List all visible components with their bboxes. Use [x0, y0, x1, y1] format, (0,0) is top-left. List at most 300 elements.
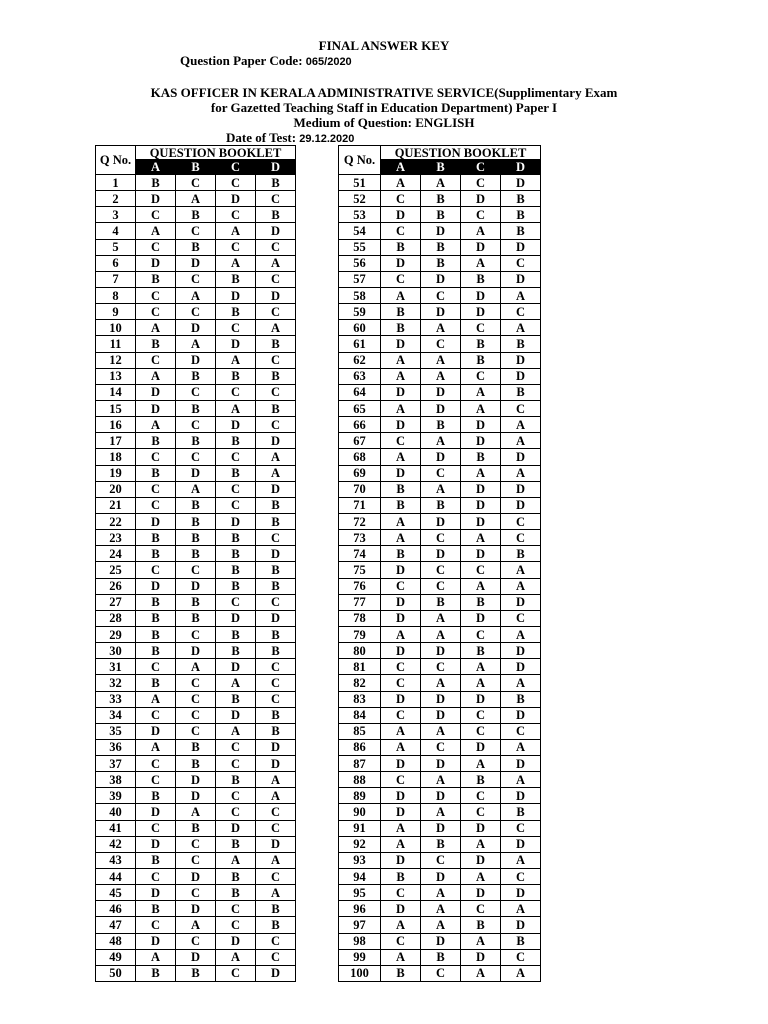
answer-series-c: A: [461, 836, 501, 852]
answer-series-b: C: [176, 271, 216, 287]
question-number: 31: [96, 659, 136, 675]
answer-row: [96, 852, 296, 868]
answer-series-a: A: [381, 530, 421, 546]
answer-series-d: B: [256, 917, 296, 933]
question-number: 8: [96, 287, 136, 303]
answer-series-b: C: [176, 223, 216, 239]
answer-series-d: A: [256, 788, 296, 804]
answer-row: [96, 578, 296, 594]
answer-series-d: D: [501, 707, 541, 723]
answer-row: [96, 530, 296, 546]
answer-series-b: C: [421, 659, 461, 675]
question-number: 54: [339, 223, 381, 239]
answer-row: [96, 610, 296, 626]
question-number: 7: [96, 271, 136, 287]
answer-series-d: C: [501, 723, 541, 739]
answer-series-a: B: [381, 304, 421, 320]
answer-series-b: A: [421, 675, 461, 691]
answer-series-c: C: [461, 788, 501, 804]
answer-series-d: C: [256, 659, 296, 675]
answer-series-a: C: [381, 659, 421, 675]
answer-series-d: B: [501, 207, 541, 223]
answer-series-c: D: [216, 336, 256, 352]
answer-row: [96, 287, 296, 303]
answer-table-right: [338, 145, 541, 982]
answer-series-d: D: [256, 965, 296, 981]
answer-series-d: C: [256, 675, 296, 691]
answer-row: [339, 465, 541, 481]
answer-series-c: C: [216, 449, 256, 465]
question-number: 67: [339, 433, 381, 449]
answer-series-a: B: [381, 320, 421, 336]
answer-row: [96, 271, 296, 287]
answer-series-b: D: [421, 756, 461, 772]
question-number: 75: [339, 562, 381, 578]
answer-series-b: D: [421, 513, 461, 529]
answer-series-c: D: [461, 739, 501, 755]
answer-series-a: B: [136, 271, 176, 287]
answer-series-d: D: [256, 739, 296, 755]
question-number: 4: [96, 223, 136, 239]
answer-series-c: C: [216, 481, 256, 497]
answer-series-a: C: [381, 933, 421, 949]
answer-row: [96, 449, 296, 465]
question-number: 88: [339, 772, 381, 788]
answer-series-c: A: [216, 255, 256, 271]
question-number: 36: [96, 739, 136, 755]
question-number: 28: [96, 610, 136, 626]
question-number: 22: [96, 513, 136, 529]
answer-series-a: D: [136, 804, 176, 820]
answer-series-a: D: [381, 756, 421, 772]
question-number: 14: [96, 384, 136, 400]
answer-series-b: B: [176, 400, 216, 416]
question-number: 45: [96, 885, 136, 901]
answer-series-a: D: [381, 691, 421, 707]
answer-series-b: C: [176, 626, 216, 642]
answer-series-b: C: [421, 578, 461, 594]
answer-series-b: D: [421, 691, 461, 707]
answer-row: [339, 433, 541, 449]
answer-series-d: A: [501, 675, 541, 691]
answer-series-c: A: [461, 255, 501, 271]
answer-series-b: A: [421, 917, 461, 933]
answer-series-a: C: [381, 772, 421, 788]
answer-series-c: C: [216, 207, 256, 223]
question-number: 29: [96, 626, 136, 642]
answer-series-c: A: [461, 869, 501, 885]
answer-series-a: A: [136, 320, 176, 336]
answer-series-c: B: [216, 368, 256, 384]
question-number: 39: [96, 788, 136, 804]
answer-row: [96, 772, 296, 788]
answer-row: [339, 788, 541, 804]
answer-series-c: A: [461, 659, 501, 675]
question-number: 15: [96, 400, 136, 416]
answer-row: [339, 836, 541, 852]
answer-row: [96, 626, 296, 642]
answer-series-a: D: [381, 901, 421, 917]
answer-series-a: A: [381, 368, 421, 384]
question-number: 16: [96, 417, 136, 433]
question-number: 42: [96, 836, 136, 852]
answer-row: [96, 368, 296, 384]
answer-row: [96, 465, 296, 481]
question-number: 27: [96, 594, 136, 610]
answer-series-b: C: [176, 675, 216, 691]
answer-series-d: B: [501, 804, 541, 820]
answer-row: [339, 917, 541, 933]
answer-series-d: D: [256, 546, 296, 562]
date-value: 29.12.2020: [299, 133, 355, 145]
answer-row: [339, 643, 541, 659]
answer-series-d: C: [256, 949, 296, 965]
answer-row: [96, 223, 296, 239]
answer-row: [339, 820, 541, 836]
answer-row: [96, 497, 296, 513]
answer-series-a: D: [381, 804, 421, 820]
answer-series-b: A: [421, 352, 461, 368]
answer-series-b: A: [176, 804, 216, 820]
question-number: 84: [339, 707, 381, 723]
question-number: 51: [339, 175, 381, 191]
answer-series-c: B: [216, 643, 256, 659]
answer-series-d: A: [501, 901, 541, 917]
answer-series-b: B: [176, 530, 216, 546]
answer-row: [339, 191, 541, 207]
answer-series-d: D: [501, 917, 541, 933]
answer-series-a: B: [381, 497, 421, 513]
answer-row: [96, 659, 296, 675]
answer-series-a: A: [136, 417, 176, 433]
question-number: 3: [96, 207, 136, 223]
question-number: 79: [339, 626, 381, 642]
answer-row: [96, 917, 296, 933]
answer-series-c: C: [216, 497, 256, 513]
answer-series-a: B: [381, 546, 421, 562]
answer-series-d: C: [256, 352, 296, 368]
question-number: 57: [339, 271, 381, 287]
answer-series-c: C: [216, 788, 256, 804]
answer-series-c: A: [461, 578, 501, 594]
answer-series-c: D: [461, 610, 501, 626]
medium-of-question: Medium of Question: ENGLISH: [293, 115, 475, 130]
answer-series-a: C: [136, 239, 176, 255]
answer-series-d: A: [256, 465, 296, 481]
answer-series-a: B: [381, 239, 421, 255]
answer-series-b: A: [421, 804, 461, 820]
answer-series-a: B: [136, 901, 176, 917]
question-number: 43: [96, 852, 136, 868]
answer-series-a: C: [381, 675, 421, 691]
answer-series-b: D: [421, 933, 461, 949]
answer-row: [339, 255, 541, 271]
answer-series-d: C: [256, 530, 296, 546]
answer-row: [339, 933, 541, 949]
question-number: 62: [339, 352, 381, 368]
answer-series-d: D: [256, 433, 296, 449]
question-number: 24: [96, 546, 136, 562]
answer-series-a: C: [381, 191, 421, 207]
answer-series-d: A: [501, 772, 541, 788]
answer-series-c: B: [216, 304, 256, 320]
answer-row: [339, 723, 541, 739]
answer-series-a: D: [136, 933, 176, 949]
question-number: 37: [96, 756, 136, 772]
answer-series-d: A: [256, 255, 296, 271]
answer-series-d: D: [256, 836, 296, 852]
answer-series-c: B: [461, 917, 501, 933]
answer-row: [96, 933, 296, 949]
answer-series-b: C: [421, 287, 461, 303]
answer-row: [339, 530, 541, 546]
answer-row: [339, 578, 541, 594]
question-number: 60: [339, 320, 381, 336]
answer-row: [96, 384, 296, 400]
answer-series-d: B: [256, 707, 296, 723]
answer-series-b: B: [176, 594, 216, 610]
question-number: 83: [339, 691, 381, 707]
answer-series-a: C: [136, 772, 176, 788]
answer-series-d: D: [501, 885, 541, 901]
answer-series-c: D: [216, 820, 256, 836]
answer-series-d: B: [501, 546, 541, 562]
booklet-header: QUESTION BOOKLET: [136, 146, 296, 160]
answer-series-b: A: [421, 481, 461, 497]
answer-series-a: C: [136, 917, 176, 933]
question-number: 11: [96, 336, 136, 352]
exam-title-line1: KAS OFFICER IN KERALA ADMINISTRATIVE SERVICE(Supplimentary Exam: [150, 85, 618, 100]
answer-row: [339, 223, 541, 239]
answer-row: [96, 481, 296, 497]
answer-series-b: A: [421, 320, 461, 336]
answer-row: [96, 352, 296, 368]
answer-series-b: B: [421, 255, 461, 271]
answer-row: [96, 336, 296, 352]
exam-title-line2: for Gazetted Teaching Staff in Education Department) Paper I: [210, 100, 558, 115]
answer-series-a: A: [381, 739, 421, 755]
answer-row: [96, 675, 296, 691]
answer-series-d: B: [256, 901, 296, 917]
answer-series-a: A: [136, 368, 176, 384]
answer-series-a: B: [136, 675, 176, 691]
answer-series-b: A: [176, 659, 216, 675]
question-number: 34: [96, 707, 136, 723]
answer-series-c: B: [216, 691, 256, 707]
question-number: 80: [339, 643, 381, 659]
answer-row: [96, 320, 296, 336]
answer-series-a: D: [381, 255, 421, 271]
answer-series-c: C: [216, 965, 256, 981]
answer-row: [96, 885, 296, 901]
answer-row: [339, 207, 541, 223]
answer-series-c: B: [216, 578, 256, 594]
answer-series-d: C: [501, 530, 541, 546]
answer-series-b: D: [176, 255, 216, 271]
answer-series-b: A: [421, 723, 461, 739]
answer-series-b: C: [421, 465, 461, 481]
answer-series-c: D: [216, 417, 256, 433]
answer-series-c: D: [216, 707, 256, 723]
question-number: 52: [339, 191, 381, 207]
answer-series-d: D: [501, 594, 541, 610]
answer-series-c: D: [461, 287, 501, 303]
qno-header: Q No.: [339, 146, 381, 175]
answer-row: [339, 239, 541, 255]
answer-row: [339, 304, 541, 320]
answer-series-a: D: [381, 643, 421, 659]
booklet-header: QUESTION BOOKLET: [381, 146, 541, 160]
answer-series-b: D: [421, 449, 461, 465]
answer-row: [339, 949, 541, 965]
question-number: 76: [339, 578, 381, 594]
answer-series-c: D: [461, 820, 501, 836]
answer-series-c: B: [216, 836, 256, 852]
answer-row: [339, 352, 541, 368]
answer-series-d: A: [256, 852, 296, 868]
answer-series-a: A: [136, 691, 176, 707]
question-number: 93: [339, 852, 381, 868]
answer-series-d: D: [501, 497, 541, 513]
answer-series-a: C: [136, 659, 176, 675]
question-number: 71: [339, 497, 381, 513]
answer-series-d: C: [256, 594, 296, 610]
answer-row: [96, 804, 296, 820]
answer-row: [96, 820, 296, 836]
answer-series-b: A: [421, 901, 461, 917]
answer-series-a: A: [381, 175, 421, 191]
answer-row: [339, 175, 541, 191]
question-number: 89: [339, 788, 381, 804]
answer-row: [339, 739, 541, 755]
answer-series-a: C: [136, 304, 176, 320]
answer-series-c: C: [216, 384, 256, 400]
answer-series-b: B: [176, 207, 216, 223]
answer-table-left: [95, 145, 296, 982]
answer-series-c: A: [461, 465, 501, 481]
answer-series-d: C: [501, 820, 541, 836]
answer-series-a: C: [381, 223, 421, 239]
answer-series-a: A: [136, 739, 176, 755]
answer-series-d: A: [256, 885, 296, 901]
answer-series-c: B: [216, 465, 256, 481]
paper-code-value: 065/2020: [305, 56, 352, 68]
answer-series-a: D: [136, 885, 176, 901]
answer-row: [339, 562, 541, 578]
paper-code-label: Question Paper Code:: [180, 53, 303, 68]
answer-series-c: B: [461, 594, 501, 610]
qno-header: Q No.: [96, 146, 136, 175]
series-header: D: [256, 160, 296, 175]
answer-series-b: A: [176, 191, 216, 207]
answer-series-b: B: [421, 207, 461, 223]
answer-series-c: D: [216, 659, 256, 675]
answer-series-a: B: [136, 594, 176, 610]
answer-series-b: D: [421, 384, 461, 400]
answer-series-b: C: [421, 965, 461, 981]
answer-series-c: D: [461, 497, 501, 513]
answer-series-d: B: [501, 691, 541, 707]
answer-row: [96, 304, 296, 320]
answer-series-b: A: [176, 917, 216, 933]
answer-series-d: C: [256, 417, 296, 433]
answer-series-c: C: [461, 707, 501, 723]
answer-series-d: C: [256, 191, 296, 207]
answer-series-a: D: [381, 594, 421, 610]
answer-row: [96, 255, 296, 271]
series-header: B: [176, 160, 216, 175]
answer-row: [339, 271, 541, 287]
answer-series-c: A: [461, 530, 501, 546]
answer-row: [96, 191, 296, 207]
answer-series-a: C: [136, 756, 176, 772]
answer-series-b: B: [421, 949, 461, 965]
answer-series-c: C: [216, 917, 256, 933]
answer-row: [96, 433, 296, 449]
question-number: 47: [96, 917, 136, 933]
answer-series-d: A: [256, 449, 296, 465]
answer-series-b: D: [421, 223, 461, 239]
document-title: FINAL ANSWER KEY: [318, 38, 450, 53]
answer-series-a: A: [381, 836, 421, 852]
answer-series-c: B: [461, 772, 501, 788]
answer-series-d: A: [501, 465, 541, 481]
date-label: Date of Test:: [226, 130, 297, 145]
answer-series-b: C: [176, 852, 216, 868]
answer-series-c: B: [216, 271, 256, 287]
answer-series-d: B: [256, 562, 296, 578]
answer-row: [339, 626, 541, 642]
answer-row: [96, 788, 296, 804]
answer-series-c: B: [216, 869, 256, 885]
answer-series-c: A: [461, 223, 501, 239]
question-number: 73: [339, 530, 381, 546]
answer-series-a: B: [136, 175, 176, 191]
answer-row: [339, 901, 541, 917]
question-number: 72: [339, 513, 381, 529]
answer-series-b: C: [176, 562, 216, 578]
answer-series-a: C: [381, 578, 421, 594]
answer-series-b: C: [421, 562, 461, 578]
question-number: 18: [96, 449, 136, 465]
question-number: 33: [96, 691, 136, 707]
answer-series-d: C: [501, 869, 541, 885]
answer-series-c: B: [216, 433, 256, 449]
answer-series-c: C: [461, 626, 501, 642]
answer-series-a: C: [136, 352, 176, 368]
answer-series-c: C: [461, 368, 501, 384]
answer-series-c: D: [461, 949, 501, 965]
answer-series-d: B: [256, 578, 296, 594]
answer-row: [339, 965, 541, 981]
answer-series-a: D: [136, 191, 176, 207]
answer-series-b: D: [421, 820, 461, 836]
answer-row: [339, 287, 541, 303]
series-header: C: [461, 160, 501, 175]
answer-series-c: D: [461, 191, 501, 207]
series-header: D: [501, 160, 541, 175]
answer-series-c: D: [461, 481, 501, 497]
answer-series-c: A: [216, 352, 256, 368]
answer-series-d: B: [256, 626, 296, 642]
answer-series-d: C: [256, 933, 296, 949]
answer-series-d: A: [501, 578, 541, 594]
answer-series-d: C: [501, 304, 541, 320]
answer-series-a: A: [381, 917, 421, 933]
answer-series-b: C: [176, 933, 216, 949]
question-number: 61: [339, 336, 381, 352]
answer-series-c: D: [461, 513, 501, 529]
